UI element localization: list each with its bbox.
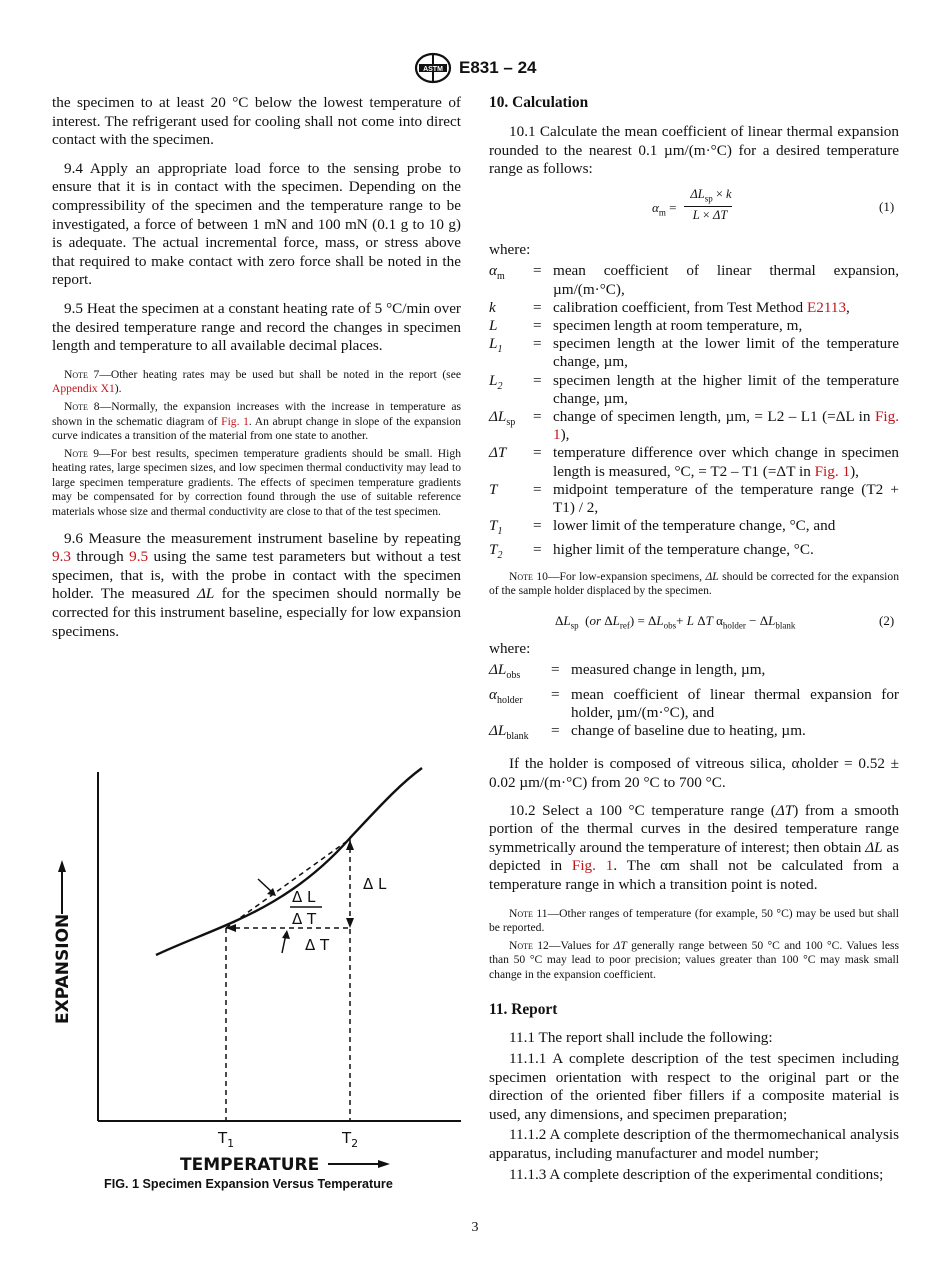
paragraph-10-2: 10.2 Select a 100 °C temperature range (ΔT) from a smooth portion of the thermal curves in the desired temperature range symmetrically around the temperature of interest; then obtain ΔL as depicted in Fig. 1. The αm shall not be calculated from a temperature range in which a transition point is noted.	[489, 801, 900, 893]
note-10: Note 10—For low-expansion specimens, ΔL should be corrected for the expansion of the sample holder displaced by the specimen.	[489, 569, 899, 598]
page-number: 3	[471, 1220, 479, 1235]
fig-link[interactable]: Fig. 1	[571, 857, 614, 875]
paragraph-9-6: 9.6 Measure the measurement instrument baseline by repeating 9.3 through 9.5 using the same test parameters but without a test specimen, that is, with the probe in contact with the specimen holder. The measured ΔL for the specimen should normally be corrected for this instrument baseline, especially for low expansion specimens.	[52, 529, 462, 640]
definitions-list-2	[489, 661, 899, 746]
definition-row: $T_1$ = lower limit of the temperature change, °C, and	[489, 517, 836, 538]
paragraph: the specimen to at least 20 °C below the lowest temperature of interest. The refrigerant used for cooling shall not come into direct contact with the specimen.	[52, 94, 461, 149]
section-heading-10: 10. Calculation	[489, 94, 589, 111]
paragraph-9-5: 9.5 Heat the specimen at a constant heating rate of 5 °C/min over the desired temperature range and record the changes in specimen length and temperature to all available decimal places.	[52, 299, 461, 355]
slope-numerator: Δ L	[292, 888, 316, 906]
equation-number: (1)	[879, 198, 895, 214]
page-header	[413, 52, 553, 84]
definition-row: $\alpha_m$ = mean coefficient of linear thermal expansion, µm/(m·°C),	[489, 262, 899, 298]
right-column	[489, 94, 899, 1184]
designation: E831 – 24	[459, 58, 537, 77]
section-heading-11: 11. Report	[489, 1001, 558, 1019]
equation-1: $\alpha_m$ = $\Delta L_{sp} \times k$ L × ΔT (1)	[652, 186, 895, 222]
definition-row: $T_2$ = higher limit of the temperature change, °C.	[489, 541, 814, 562]
fig-link[interactable]: Fig. 1	[221, 414, 249, 428]
slope-denominator: Δ T	[292, 910, 317, 928]
where-label: where:	[489, 639, 531, 657]
definition-row: L = specimen length at room temperature, m,	[489, 316, 803, 334]
paragraph-holder: If the holder is composed of vitreous silica, αholder = 0.52 ± 0.02 µm/(m·°C) from 20 °C to 700 °C.	[489, 755, 899, 791]
note-7: Note 7—Other heating rates may be used but shall be noted in the report (see Appendix X1).	[52, 367, 461, 396]
paragraph-10-1: 10.1 Calculate the mean coefficient of linear thermal expansion rounded to the nearest 0.1 µm/(m·°C) for a desired temperature range as follows:	[489, 123, 899, 178]
definition-row: k = calibration coefficient, from Test Method E2113,	[489, 298, 850, 316]
note-11: Note 11—Other ranges of temperature (for example, 50 °C) may be used but shall be reported.	[489, 906, 899, 935]
definition-row: $L_1$ = specimen length at the lower limit of the temperature change, µm,	[489, 335, 899, 371]
where-label: where:	[489, 240, 531, 258]
t2-tick-label: $T_2$	[342, 1129, 359, 1150]
paragraph-11-1-2: 11.1.2 A complete description of the thermomechanical analysis apparatus, including manufacturer and model number;	[489, 1126, 899, 1163]
paragraph-11-1: 11.1 The report shall include the following:	[509, 1029, 773, 1047]
paragraph-11-1-1: 11.1.1 A complete description of the test specimen including specimen orientation with respect to the original part or the direction of the oriented fiber fillers if a composite material is used, any dimensions, and specimen preparation;	[489, 1050, 899, 1123]
definition-row: $\Delta L_{obs}$ = measured change in length, µm,	[489, 661, 766, 682]
y-axis-label: EXPANSION	[53, 913, 73, 1024]
paragraph-11-1-3: 11.1.3 A complete description of the experimental conditions;	[509, 1165, 884, 1183]
definitions-list-1	[489, 262, 899, 565]
definition-row: T = midpoint temperature of the temperature range (T2 + T1) / 2,	[489, 480, 899, 517]
expansion-curve	[156, 768, 422, 955]
standard-link-e2113[interactable]: E2113	[806, 298, 847, 316]
delta-l-label: Δ L	[363, 875, 387, 893]
equation-2: $\Delta L_{sp}$ (or $\Delta L_{ref}) = \Delta L_{obs}+ L$ ΔT $\alpha_{holder} - \Delta L_{blank}$ (2)	[555, 612, 895, 631]
t1-tick-label: $T_1$	[218, 1129, 235, 1150]
figure-1-diagram	[40, 762, 470, 1182]
secant-line	[226, 839, 350, 928]
section-link-9-5[interactable]: 9.5	[129, 548, 149, 566]
definition-row: $\Delta L_{blank}$ = change of baseline due to heating, µm.	[489, 722, 806, 743]
definition-row: $\alpha_{holder}$ = mean coefficient of linear thermal expansion for holder, µm/(m·°C), and	[489, 685, 899, 721]
appendix-link[interactable]: Appendix X1	[52, 382, 115, 396]
astm-logo-icon	[413, 52, 453, 84]
note-8: Note 8—Normally, the expansion increases with the increase in temperature as shown in the schematic diagram of Fig. 1. An abrupt change in slope of the expansion curve indicates a transition of the material from one state to another.	[52, 399, 461, 443]
section-link-9-3[interactable]: 9.3	[52, 548, 71, 566]
fig-link[interactable]: Fig. 1	[553, 408, 899, 444]
note-12: Note 12—Values for ΔT generally range between 50 °C and 100 °C. Values less than 50 °C may lead to poor precision; values greater than 100 °C may mask small change in the expansion coefficient.	[489, 938, 900, 981]
note-9: Note 9—For best results, specimen temperature gradients should be small. High heating rates, large specimen sizes, and low specimen thermal conductivity may lead to large specimen temperature gradients. The effects of specimen temperature gradients may be compensated for by correction found through the use of suitable reference materials whose size and thermal conductivity are close to that of the test specimen.	[52, 446, 461, 519]
paragraph-9-4: 9.4 Apply an appropriate load force to the sensing probe to ensure that it is in contact with the specimen. Depending on the compressibility of the specimen and the temperature range to be investigated, a force of between 1 mN and 100 mN (0.1 g to 10 g) is adequate. The actual incremental force, mass, or stress above that required to make contact with zero force shall be noted in the report.	[52, 159, 461, 289]
definition-row: $\Delta L_{sp}$ = change of specimen length, µm, = L2 – L1 (=ΔL in Fig. 1),	[489, 408, 899, 444]
figure-caption: FIG. 1 Specimen Expansion Versus Temperature	[104, 1177, 393, 1191]
equation-number: (2)	[879, 612, 895, 628]
left-column	[52, 94, 461, 641]
definition-row: ΔT = temperature difference over which change in specimen length is measured, °C, = T2 – T1 (=ΔT in Fig. 1),	[489, 444, 899, 480]
definition-row: $L_2$ = specimen length at the higher limit of the temperature change, µm,	[489, 371, 899, 407]
fig-link[interactable]: Fig. 1	[814, 462, 851, 480]
svg-text:ASTM: ASTM	[423, 66, 443, 73]
x-axis-label: TEMPERATURE	[180, 1155, 320, 1175]
delta-t-label: Δ T	[305, 936, 330, 954]
